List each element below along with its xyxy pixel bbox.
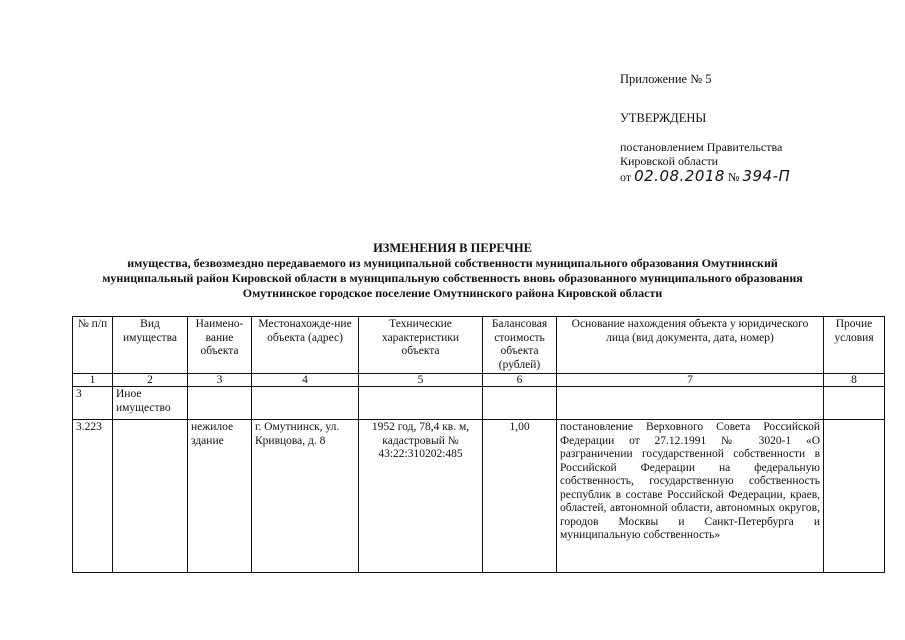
- approved-label: УТВЕРЖДЕНЫ: [620, 111, 707, 125]
- row-type: [113, 420, 188, 573]
- column-number: 4: [252, 374, 359, 387]
- column-number: 8: [824, 374, 885, 387]
- decree-line-1: постановлением Правительства: [620, 140, 783, 154]
- header-row: [73, 317, 885, 374]
- header-value: Балансовая стоимость объекта (рублей): [483, 317, 557, 374]
- header-other: Прочие условия: [824, 317, 885, 374]
- subtitle-line-2: муниципальный район Кировской области в муниципальную собственность вновь образованного муниципального образования: [102, 271, 803, 285]
- appendix-label: Приложение № 5: [620, 72, 712, 86]
- document-title: ИЗМЕНЕНИЯ В ПЕРЕЧНЕ: [373, 241, 532, 255]
- property-table: [72, 316, 885, 573]
- decree-number-label: №: [727, 170, 740, 184]
- empty-cell: [359, 387, 483, 420]
- column-number: 6: [483, 374, 557, 387]
- decree-prefix: от: [620, 170, 632, 184]
- row-specs: 1952 год, 78,4 кв. м, кадастровый № 43:22:310202:485: [359, 420, 483, 573]
- row-other: [824, 420, 885, 573]
- header-specs: Технические характеристики объекта: [359, 317, 483, 374]
- subtitle-line-1: имущества, безвозмездно передаваемого из муниципальной собственности муниципального образования Омутнинский: [127, 256, 778, 270]
- category-num: 3: [73, 387, 113, 420]
- header-num: № п/п: [73, 317, 113, 374]
- empty-cell: [483, 387, 557, 420]
- category-type: Иное имущество: [113, 387, 188, 420]
- subtitle-line-3: Омутнинское городское поселение Омутнинского района Кировской области: [242, 286, 663, 300]
- column-number: 3: [188, 374, 252, 387]
- category-row: [73, 387, 885, 420]
- row-address: г. Омутнинск, ул. Кривцова, д. 8: [252, 420, 359, 573]
- column-number: 2: [113, 374, 188, 387]
- empty-cell: [824, 387, 885, 420]
- column-number: 7: [557, 374, 824, 387]
- row-name: нежилое здание: [188, 420, 252, 573]
- column-number: 5: [359, 374, 483, 387]
- decree-date: 02.08.2018: [634, 167, 725, 185]
- header-type: Вид имущества: [113, 317, 188, 374]
- table-row: [73, 420, 885, 573]
- decree-line-2: Кировской области: [620, 154, 719, 168]
- empty-cell: [557, 387, 824, 420]
- decree-line-3: [620, 168, 790, 185]
- empty-cell: [188, 387, 252, 420]
- row-value: 1,00: [483, 420, 557, 573]
- column-number: 1: [73, 374, 113, 387]
- decree-number: 394-П: [742, 167, 791, 185]
- row-basis: постановление Верховного Совета Российской Федерации от 27.12.1991 № 3020-1 «О разграничении государственной собственности в Российской Федерации на федеральную собственность, государственную собственность республик в составе Российской Федерации, краев, областей, автономной области, автономных округов, городов Москвы и Санкт-Петербурга и муниципальную собственность»: [557, 420, 824, 573]
- row-num: 3.223: [73, 420, 113, 573]
- header-basis: Основание нахождения объекта у юридического лица (вид документа, дата, номер): [557, 317, 824, 374]
- empty-cell: [252, 387, 359, 420]
- column-number-row: [73, 374, 885, 387]
- header-address: Местонахожде-ние объекта (адрес): [252, 317, 359, 374]
- header-name: Наимено-вание объекта: [188, 317, 252, 374]
